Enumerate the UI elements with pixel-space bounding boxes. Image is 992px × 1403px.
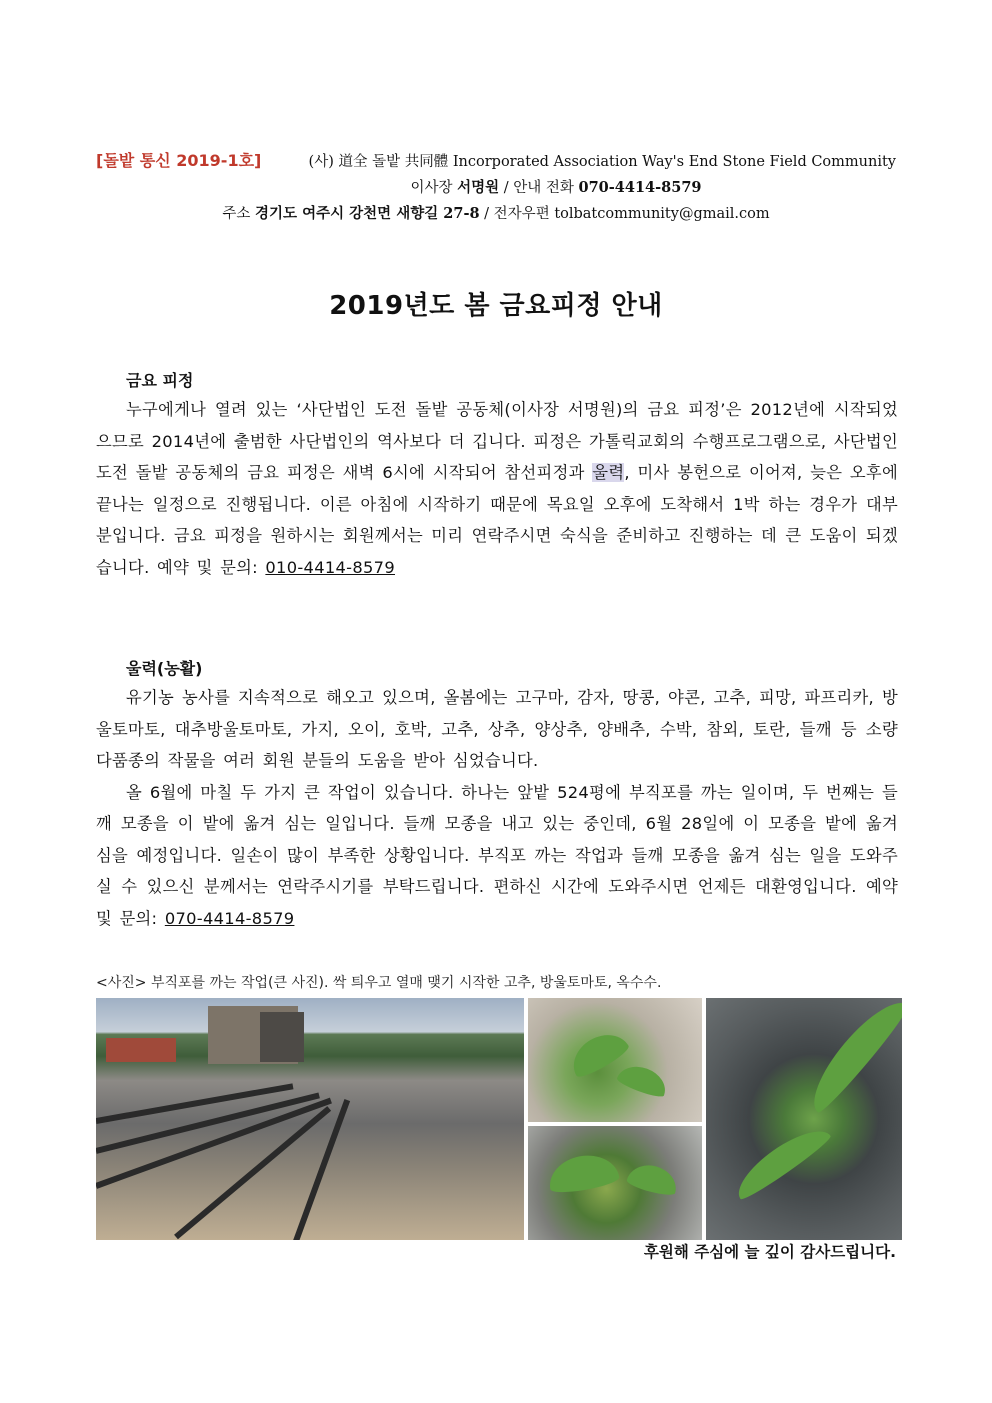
pepper-photo	[528, 998, 702, 1122]
paragraph-text: 올 6월에 마칠 두 가지 큰 작업이 있습니다. 하나는 앞밭 524평에 부직포를 까는 일이며, 두 번째는 들깨 모종을 이 밭에 옮겨 심는 일입니다. 들깨 모종을 내고 있는 중인데, 6월 28일에 이 모종을 밭에 옮겨 심을 예정입니다. 일손이 많이 부족한 상황입니다. 부직포 까는 작업과 들깨 모종을 옮겨 심는 일을 도와주실 수 있으신 분께서는 연락주시기를 부탁드립니다. 편하신 시간에 도와주시면 언제든 대환영입니다. 예약 및 문의:	[96, 782, 898, 928]
contact-phone: 070-4414-8579	[164, 908, 295, 928]
document-title: 2019년도 봄 금요피정 안내	[329, 291, 663, 321]
email-label: 전자우편	[493, 206, 550, 222]
email-address: tolbatcommunity@gmail.com	[554, 206, 770, 222]
org-english: Incorporated Association Way's End Stone Field Community	[452, 154, 896, 170]
section-farm-work	[96, 656, 898, 934]
leaf-shape	[546, 1150, 621, 1196]
contact-phone: 010-4414-8579	[265, 557, 395, 577]
letterhead-row-1	[96, 148, 896, 175]
corn-photo	[706, 998, 902, 1240]
paragraph-text: 누구에게나 열려 있는 ‘사단법인 도전 돌밭 공동체(이사장 서명원)의 금요 피정’은 2012년에 시작되었으므로 2014년에 출범한 사단법인의 역사보다 더 깁니다. 피정은 가톨릭교회의 수행프로그램으로, 사단법인 도전 돌밭 공동체의 금요 피정은 새벽 6시에 시작되어 참선피정과	[96, 400, 898, 482]
separator: /	[484, 206, 490, 222]
letterhead-row-2	[96, 175, 896, 201]
mulch-row	[293, 1099, 350, 1240]
photo-caption: <사진> 부직포를 까는 작업(큰 사진). 싹 틔우고 열매 맺기 시작한 고추, 방울토마토, 옥수수.	[96, 975, 662, 991]
highlighted-word: 울력	[592, 463, 625, 482]
section-paragraph	[96, 394, 898, 583]
section-friday-retreat	[96, 368, 898, 583]
newsletter-tag: [돌밭 통신 2019-1호]	[96, 151, 262, 170]
address: 경기도 여주시 강천면 새향길 27-8	[255, 205, 480, 222]
section-paragraph	[96, 777, 898, 935]
leaf-shape	[625, 1160, 680, 1198]
section-paragraph: 유기농 농사를 지속적으로 해오고 있으며, 올봄에는 고구마, 감자, 땅콩, 야콘, 고추, 피망, 파프리카, 방울토마토, 대추방울토마토, 가지, 오이, 호박, 고추, 상추, 양상추, 양배추, 수박, 참외, 토란, 들깨 등 소량 다품종의 작물을 여러 회원 분들의 도움을 받아 심었습니다.	[96, 688, 898, 770]
phone-label: 안내 전화	[513, 180, 574, 196]
section-heading: 금요 피정	[126, 371, 194, 390]
field-photo	[96, 998, 524, 1240]
organization-name	[309, 149, 896, 175]
separator: /	[503, 180, 509, 196]
photo-collage	[96, 998, 902, 1240]
paragraph-text: , 미사 봉헌으로 이어져, 늦은 오후에 끝나는 일정으로 진행됩니다. 이른 아침에 시작하기 때문에 목요일 오후에 도착해서 1박 하는 경우가 대부분입니다. 금요 피정을 원하시는 회원께서는 미리 연락주시면 숙식을 준비하고 진행하는 데 큰 도움이 되겠습니다. 예약 및 문의:	[96, 463, 898, 577]
address-label: 주소	[222, 206, 251, 222]
phone-number: 070-4414-8579	[578, 179, 702, 196]
thanks-note: 후원해 주심에 늘 깊이 감사드립니다.	[642, 1240, 898, 1262]
mulch-row	[96, 1083, 293, 1124]
chair-label: 이사장	[410, 180, 453, 196]
leaf-shape	[615, 1060, 670, 1100]
tomato-photo	[528, 1126, 702, 1240]
letterhead-row-3	[96, 201, 896, 227]
letterhead	[96, 148, 896, 227]
org-prefix: (사) 道全 돌밭 共同體	[308, 154, 449, 170]
section-heading: 울력(농활)	[126, 659, 203, 678]
chair-name: 서명원	[457, 179, 500, 196]
building-shape	[260, 1012, 304, 1062]
leaf-shape	[800, 998, 902, 1116]
leaf-shape	[728, 1119, 833, 1203]
shed-shape	[106, 1038, 176, 1062]
